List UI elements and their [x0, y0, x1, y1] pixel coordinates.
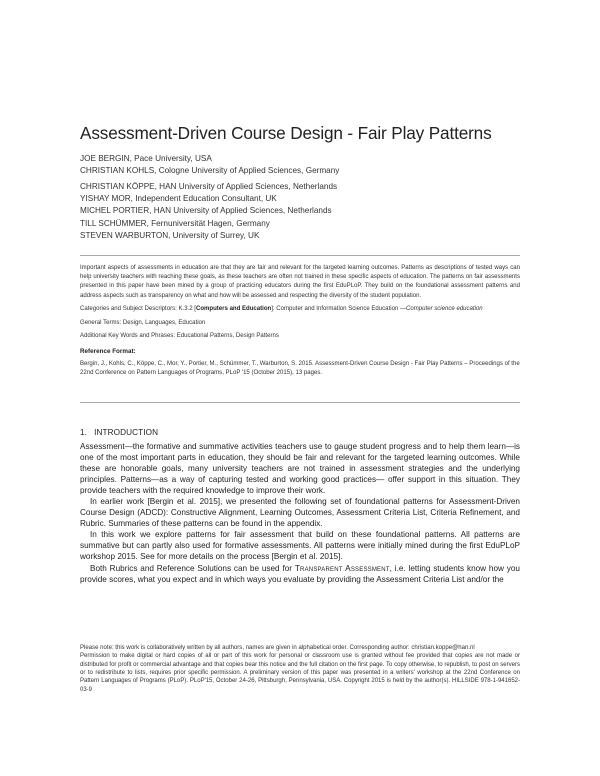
general-terms: General Terms: Design, Languages, Education	[80, 319, 206, 326]
section-heading: 1. INTRODUCTION	[80, 428, 159, 437]
paragraph: In earlier work [Bergin et al. 2015], we presented the following set of foundational patterns for Assessment-Driven Course Design (ADCD): Constructive Alignment, Learning Outcomes, Assessment Criteria List, Criteria Refinement, and Rubric. Summaries of these patterns can be found in the appendix.	[80, 497, 520, 529]
paragraph-part: , i.e. letting students know how you provide scores, what you expect and in which ways you evaluate by providing the Assessment Criteria List and/or the	[80, 563, 520, 584]
categories-bold: Computers and Education	[195, 306, 272, 313]
section-body	[80, 441, 520, 585]
divider-bottom	[80, 402, 520, 403]
categories-prefix: Categories and Subject Descriptors: K.3.2 [	[80, 306, 196, 313]
paper-title: Assessment-Driven Course Design - Fair Play Patterns	[80, 123, 492, 143]
author-line: JOE BERGIN, Pace University, USA	[80, 154, 212, 163]
reference-format-heading: Reference Format:	[80, 348, 136, 356]
abstract-block	[80, 264, 520, 378]
paragraph: Assessment—the formative and summative activities teachers use to gauge student progress and to help them learn—is one of the most important parts in education, they should be fair and relevant for the targeted learning outcomes. While these are honorable goals, many university teachers are not trained in assessment strategies and the underlying principles. Patterns—as a way of capturing tested and working good practices— offer support in this situation. They provide teachers with the required knowledge to improve their work.	[80, 442, 520, 496]
author-line: MICHEL PORTIER, HAN University of Applied Sciences, Netherlands	[80, 206, 332, 216]
categories-line	[80, 305, 520, 314]
footnote-block	[80, 644, 520, 694]
author-list	[80, 153, 520, 242]
keywords: Additional Key Words and Phrases: Educational Patterns, Design Patterns	[80, 333, 279, 340]
footnote-note: Please note: this work is collaboratively written by all authors, names are given in alphabetical order. Corresponding author: christian.koppe@han.nl	[80, 645, 475, 651]
author-line: CHRISTIAN KOHLS, Cologne University of Applied Sciences, Germany	[80, 166, 340, 176]
reference-format-text: Bergin, J., Kohls, C., Köppe, C., Mor, Y., Portier, M., Schümmer, T., Warburton, S. 2015. Assessment-Driven Course Design - Fair Play Patterns – Proceedings of the 22nd Conference on Pattern Languages of Programs, PLoP '15 (October 2015), 13 pages.	[80, 360, 520, 376]
author-line: CHRISTIAN KÖPPE, HAN University of Applied Sciences, Netherlands	[80, 181, 338, 191]
abstract-text: Important aspects of assessments in education are that they are fair and relevant for the targeted learning outcomes. Patterns as descriptions of tested ways can help university teachers with reaching these goals, as these teachers are often not trained in these specific aspects of education. The patterns on fair assessments presented in this paper have been mined by a group of practicing educators during the first EduPLoP. They build on the foundational assessment patterns and address aspects such as transparency on what and how will be assessed and respecting the diversity of the student population.	[80, 265, 520, 299]
categories-middle: ]: Computer and Information Science Education —	[271, 306, 407, 313]
paragraph: In this work we explore patterns for fair assessment that build on these foundational patterns. All patterns are summative but can partly also used for formative assessments. All patterns were initially mined during the first EduPLoP workshop 2015. See for more details on the process [Bergin et al. 2015].	[80, 530, 520, 562]
paragraph	[80, 563, 520, 585]
categories-italic: Computer science education	[406, 306, 483, 313]
divider-top	[80, 255, 520, 256]
author-line: STEVEN WARBURTON, University of Surrey, UK	[80, 230, 260, 240]
author-line: YISHAY MOR, Independent Education Consultant, UK	[80, 194, 277, 204]
author-line: TILL SCHÜMMER, Fernuniversität Hagen, Germany	[80, 218, 270, 228]
pattern-name: Transparent Assessment	[294, 563, 390, 573]
paragraph-part: Both Rubrics and Reference Solutions can be used for	[90, 563, 295, 573]
footnote-permission: Permission to make digital or hard copies of all or part of this work for personal or classroom use is granted without fee provided that copies are not made or distributed for profit or commercial advantage and that copies bear this notice and the full citation on the first page. To copy otherwise, to republish, to post on servers or to redistribute to lists, requires prior specific permission. A preliminary version of this paper was presented in a writers' workshop at the 22nd Conference on Pattern Languages of Programs (PLoP). PLoP'15, October 24-26, Pittsburgh, Pennsylvania, USA. Copyright 2015 is held by the author(s). HILLSIDE 978-1-941652-03-9	[80, 653, 520, 693]
